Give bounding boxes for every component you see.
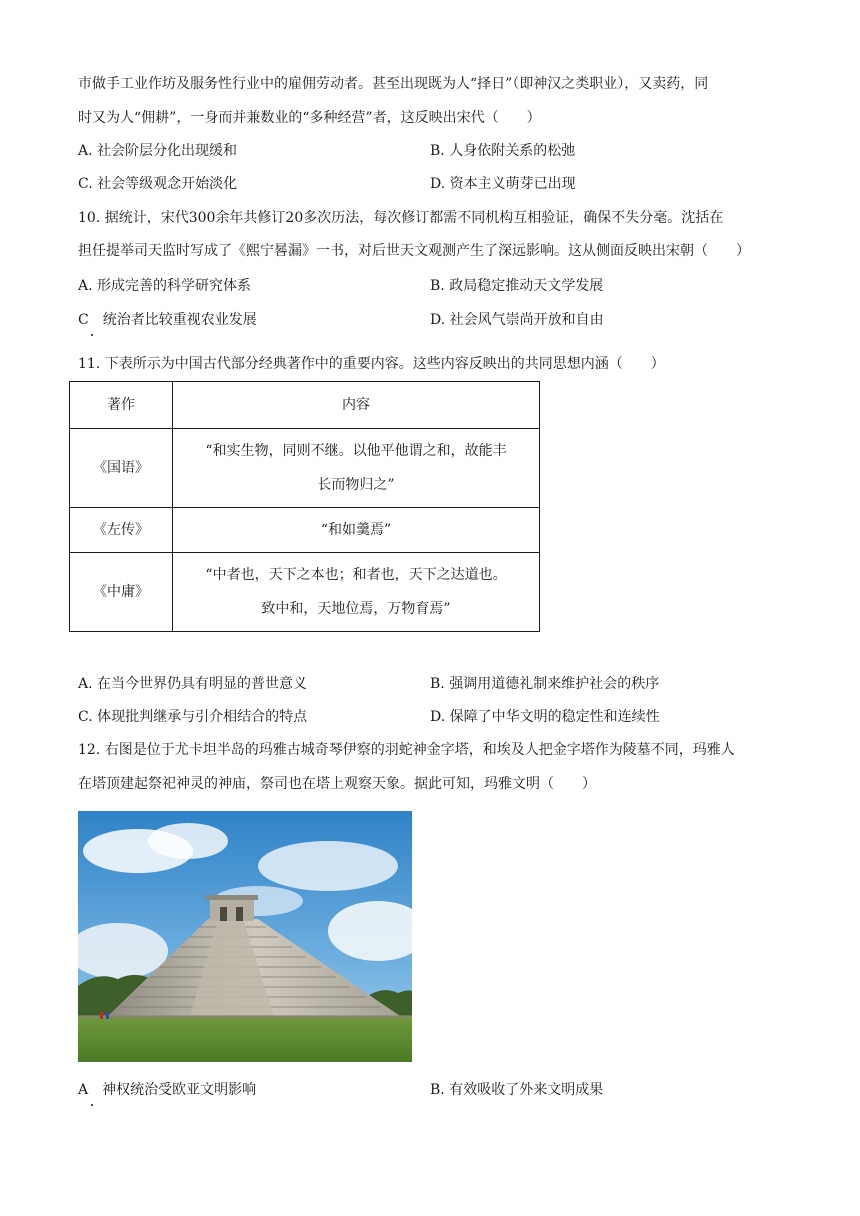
table-cell-content — [173, 553, 540, 632]
table-cell-work: 《左传》 — [70, 508, 173, 553]
q9-stem-line1: 市做手工业作坊及服务性行业中的雇佣劳动者。甚至出现既为人“择日”（即神汉之类职业），又卖药，同 — [78, 76, 709, 92]
q10-option-d: D. 社会风气崇尚开放和自由 — [430, 312, 604, 328]
q9-option-d: D. 资本主义萌芽已出现 — [430, 176, 576, 192]
q11-option-b: B. 强调用道德礼制来维护社会的秩序 — [430, 676, 660, 692]
content-line: “和实生物，同则不继。以他平他谓之和，故能丰 — [205, 443, 507, 459]
table-header-work: 著作 — [70, 382, 173, 429]
content-line: “和如羹焉” — [320, 522, 392, 538]
table-row — [70, 553, 540, 632]
table-header-row — [70, 382, 540, 429]
content-line: 致中和，天地位焉，万物育焉” — [261, 601, 451, 617]
q9-option-a: A. 社会阶层分化出现缓和 — [78, 143, 238, 159]
q9-option-b: B. 人身依附关系的松弛 — [430, 143, 576, 159]
table-header-content: 内容 — [173, 382, 540, 429]
q12-stem-line1: 12. 右图是位于尤卡坦半岛的玛雅古城奇琴伊察的羽蛇神金字塔，和埃及人把金字塔作为陵墓不同，玛雅人 — [78, 742, 735, 758]
table-cell-content — [173, 508, 540, 553]
table-cell-content — [173, 429, 540, 508]
table-row — [70, 508, 540, 553]
q12-stem-line2: 在塔顶建起祭祀神灵的神庙，祭司也在塔上观察天象。据此可知，玛雅文明（ ） — [78, 776, 596, 792]
q11-option-a: A. 在当今世界仍具有明显的普世意义 — [78, 676, 308, 692]
q10-option-c: C 统治者比较重视农业发展 — [78, 312, 257, 328]
table-row — [70, 429, 540, 508]
q10-option-a: A. 形成完善的科学研究体系 — [78, 278, 252, 294]
content-line: 长而物归之” — [317, 477, 395, 493]
q10-option-b: B. 政局稳定推动天文学发展 — [430, 278, 604, 294]
q12-option-b: B. 有效吸收了外来文明成果 — [430, 1082, 604, 1098]
q10-stem-line2: 担任提举司天监时写成了《熙宁晷漏》一书，对后世天文观测产生了深远影响。这从侧面反映出宋朝（ ） — [78, 243, 750, 259]
q11-option-c: C. 体现批判继承与引介相结合的特点 — [78, 709, 308, 725]
pyramid-photo — [78, 811, 412, 1062]
q10-stem-line1: 10. 据统计，宋代300余年共修订20多次历法，每次修订都需不同机构互相验证，确保不失分毫。沈括在 — [78, 210, 724, 226]
table-cell-work: 《国语》 — [70, 429, 173, 508]
table-cell-work: 《中庸》 — [70, 553, 173, 632]
q11-table — [69, 381, 540, 632]
q9-option-c: C. 社会等级观念开始淡化 — [78, 176, 238, 192]
content-line: “中者也，天下之本也；和者也，天下之达道也。 — [205, 567, 507, 583]
q9-stem-line2: 时又为人“佣耕”，一身而并兼数业的“多种经营”者，这反映出宋代（ ） — [78, 110, 541, 126]
q12-option-a-dot — [91, 1104, 93, 1106]
q11-stem: 11. 下表所示为中国古代部分经典著作中的重要内容。这些内容反映出的共同思想内涵（ ） — [78, 356, 665, 372]
q12-option-a: A 神权统治受欧亚文明影响 — [78, 1082, 257, 1098]
q11-option-d: D. 保障了中华文明的稳定性和连续性 — [430, 709, 660, 725]
q10-option-c-dot — [91, 334, 93, 336]
